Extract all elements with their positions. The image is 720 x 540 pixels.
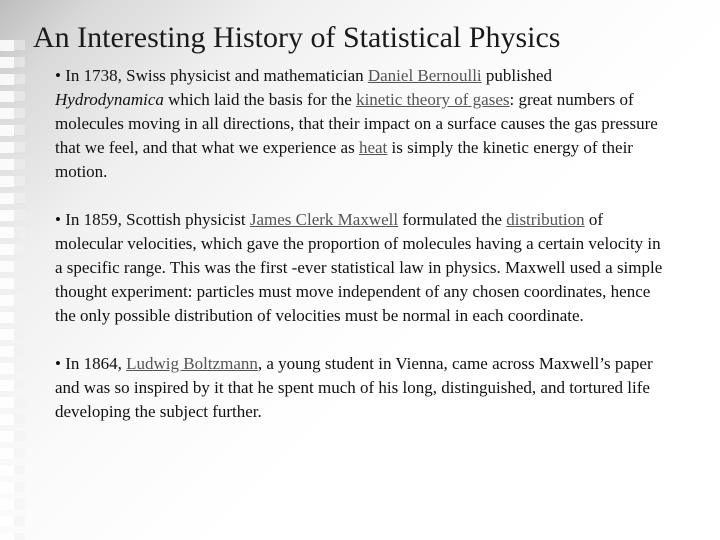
bullet: •	[55, 210, 66, 229]
italic-hydrodynamica: Hydrodynamica	[55, 90, 164, 109]
text-segment: : great numbers of molecules moving in all directions, that their impact on a surface causes the gas pressure that we feel, and that what we experience as	[55, 90, 658, 157]
text-segment: of molecular velocities, which gave the proportion of molecules having a certain velocity in a specific range. This was the first -ever statistical law in physics. Maxwell used a simple thought experiment: particles must move independent of any chosen coordinates, hence the only possible distribution of velocities must be normal in each coordinate.	[55, 210, 663, 325]
link-distribution[interactable]: distribution	[506, 210, 585, 229]
paragraph-boltzmann	[55, 352, 665, 424]
link-heat[interactable]: heat	[358, 138, 388, 157]
bullet: •	[55, 354, 66, 373]
bullet: •	[55, 66, 66, 85]
decorative-squares-strip-inner	[14, 40, 25, 540]
slide-title: An Interesting History of Statistical Physics	[33, 21, 561, 54]
decorative-squares-strip	[0, 40, 14, 540]
text-segment: which laid the basis for the	[163, 90, 357, 109]
text-segment: In 1738, Swiss physicist and mathematician	[65, 66, 368, 85]
text-segment: formulated the	[398, 210, 507, 229]
text-segment: In 1864,	[65, 354, 127, 373]
text-segment: is simply the kinetic energy of their motion.	[55, 138, 633, 181]
link-james-clerk-maxwell[interactable]: James Clerk Maxwell	[249, 210, 399, 229]
link-kinetic-theory-of-gases[interactable]: kinetic theory of gases	[356, 90, 510, 109]
text-segment: In 1859, Scottish physicist	[65, 210, 250, 229]
slide-body	[55, 64, 665, 448]
link-daniel-bernoulli[interactable]: Daniel Bernoulli	[367, 66, 482, 85]
link-ludwig-boltzmann[interactable]: Ludwig Boltzmann	[126, 354, 258, 373]
paragraph-maxwell	[55, 208, 665, 328]
text-segment: , a young student in Vienna, came across Maxwell’s paper and was so inspired by it that he spent much of his long, distinguished, and tortured life developing the subject further.	[55, 354, 653, 421]
text-segment: published	[481, 66, 552, 85]
paragraph-bernoulli	[55, 64, 665, 184]
